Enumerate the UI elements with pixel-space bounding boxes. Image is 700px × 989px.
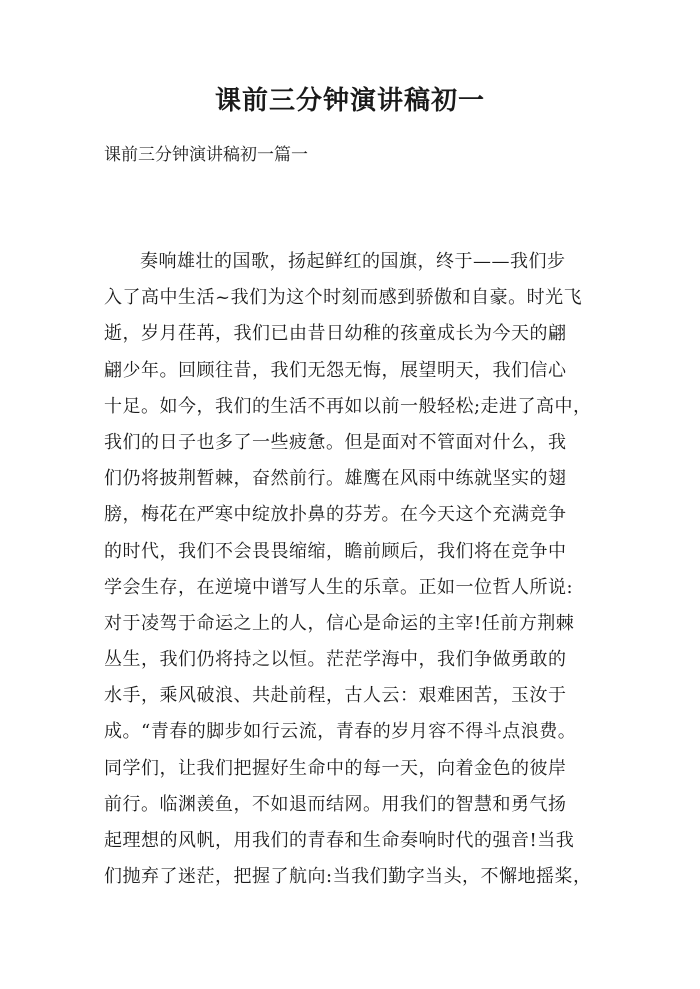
body-line: 水手，乘风破浪、共赴前程，古人云：艰难困苦，玉汝于 bbox=[104, 685, 567, 707]
body-line: 翩少年。回顾往昔，我们无怨无悔，展望明天，我们信心 bbox=[104, 359, 567, 381]
body-line: 丛生，我们仍将持之以恒。茫茫学海中，我们争做勇敢的 bbox=[104, 649, 567, 671]
body-line: 起理想的风帆，用我们的青春和生命奏响时代的强音!当我 bbox=[104, 830, 575, 851]
body-line: 同学们，让我们把握好生命中的每一天，向着金色的彼岸 bbox=[104, 757, 567, 779]
body-line: 膀，梅花在严寒中绽放扑鼻的芬芳。在今天这个充满竞争 bbox=[104, 504, 567, 526]
body-line: 入了高中生活~我们为这个时刻而感到骄傲和自豪。时光飞 bbox=[104, 287, 583, 309]
body-line: 对于凌驾于命运之上的人，信心是命运的主宰!任前方荆棘 bbox=[104, 612, 575, 634]
body-line: 逝，岁月荏苒，我们已由昔日幼稚的孩童成长为今天的翩 bbox=[104, 323, 567, 345]
body-line: 学会生存，在逆境中谱写人生的乐章。正如一位哲人所说: bbox=[104, 576, 574, 598]
document-subtitle: 课前三分钟演讲稿初一篇一 bbox=[104, 145, 308, 165]
body-line: 十足。如今，我们的生活不再如以前一般轻松;走进了高中， bbox=[104, 395, 592, 417]
body-line: 们仍将披荆暂棘，奋然前行。雄鹰在风雨中练就坚实的翅 bbox=[104, 468, 567, 490]
speech-body bbox=[104, 248, 604, 899]
body-line: 我们的日子也多了一些疲惫。但是面对不管面对什么，我 bbox=[104, 431, 567, 453]
body-line: 的时代，我们不会畏畏缩缩，瞻前顾后，我们将在竞争中 bbox=[104, 540, 567, 562]
document-title: 课前三分钟演讲稿初一 bbox=[214, 86, 485, 116]
body-line: 奏响雄壮的国歌，扬起鲜红的国旗，终于——我们步 bbox=[140, 251, 566, 272]
body-line: 成。“青春的脚步如行云流，青春的岁月容不得斗点浪费。 bbox=[104, 721, 577, 743]
body-line: 前行。临渊羡鱼，不如退而结网。用我们的智慧和勇气扬 bbox=[104, 793, 567, 815]
body-line: 们抛弃了迷茫，把握了航向:当我们勤字当头，不懈地摇桨， bbox=[104, 866, 592, 888]
